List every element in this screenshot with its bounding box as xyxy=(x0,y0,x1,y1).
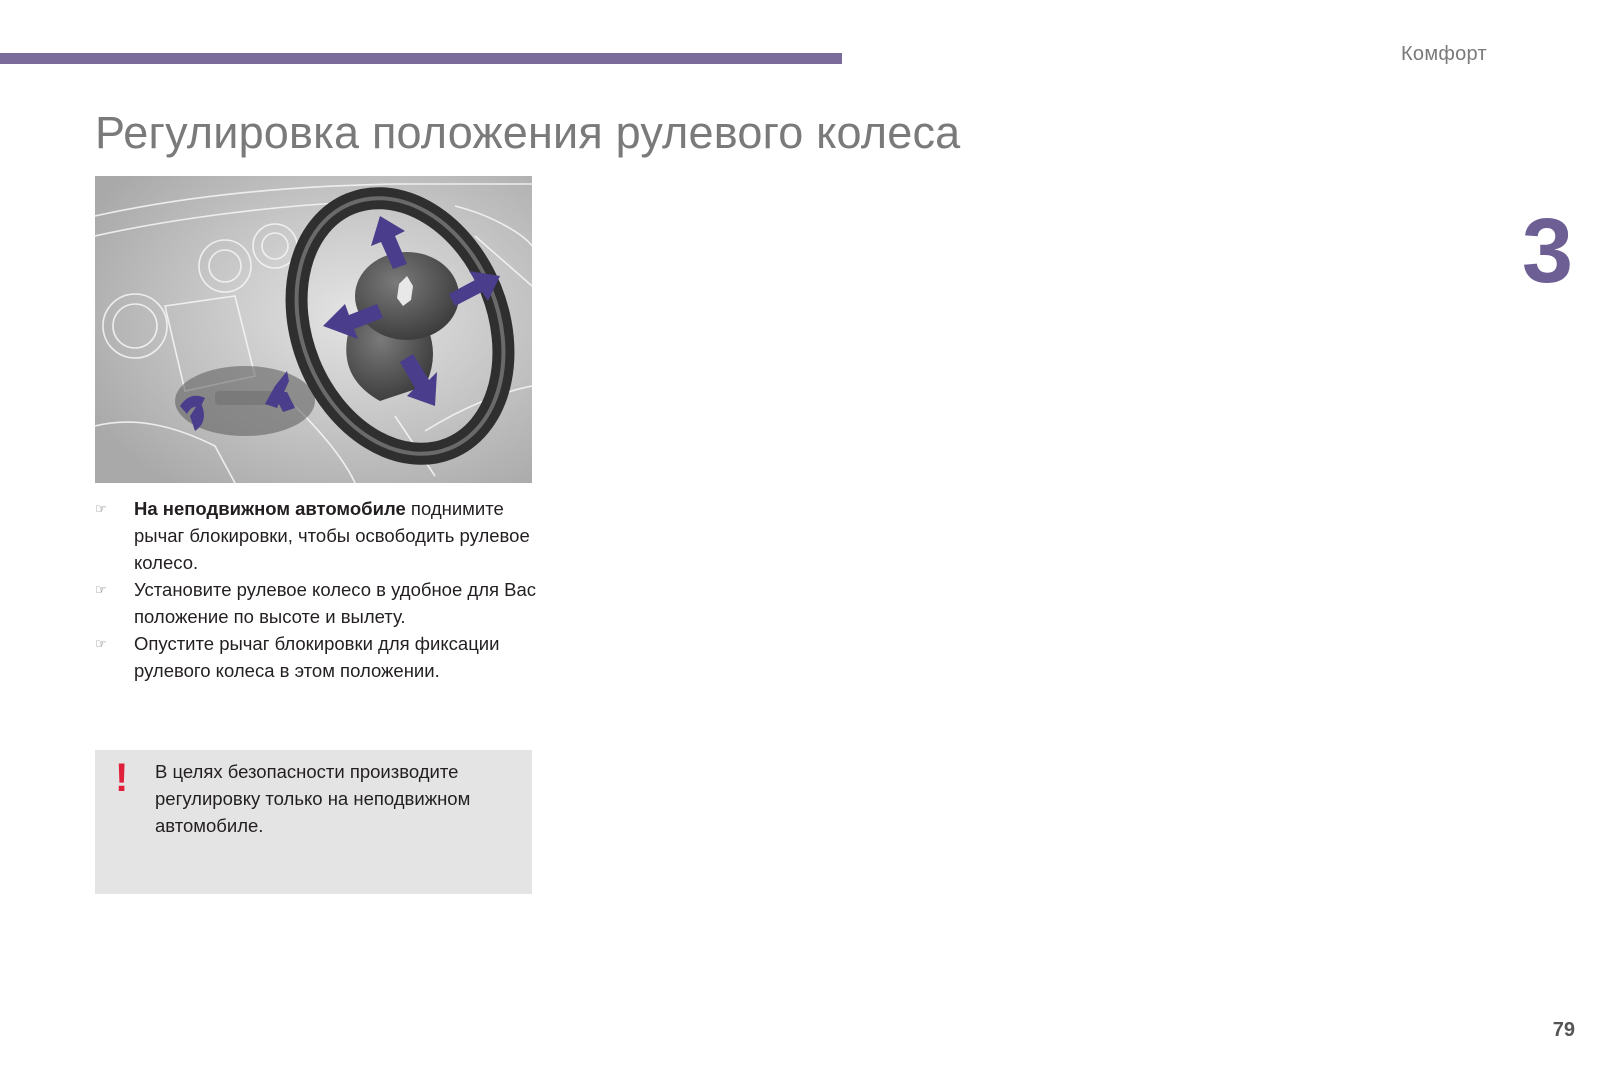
instruction-emphasis: На неподвижном автомобиле xyxy=(134,498,406,519)
section-label: Комфорт xyxy=(1400,43,1487,65)
page-number: 79 xyxy=(1552,1019,1575,1041)
header-accent-bar xyxy=(0,53,842,64)
page-title: Регулировка положения рулевого колеса xyxy=(95,107,961,158)
instruction-list xyxy=(95,495,540,684)
instruction-text: Опустите рычаг блокировки для фиксации рулевого колеса в этом положении. xyxy=(134,633,500,681)
instruction-text: Установите рулевое колесо в удобное для Вас положение по высоте и вылету. xyxy=(134,579,537,627)
pointing-hand-icon: ☞ xyxy=(95,582,107,597)
instruction-step xyxy=(95,495,540,576)
pointing-hand-icon: ☞ xyxy=(95,501,107,516)
steering-wheel-illustration xyxy=(95,176,532,483)
chapter-number: 3 xyxy=(1521,200,1573,302)
pointing-hand-icon: ☞ xyxy=(95,636,107,651)
instruction-step xyxy=(95,630,540,684)
instruction-step xyxy=(95,576,540,630)
safety-warning-box xyxy=(95,750,532,894)
warning-text: В целях безопасности производите регулировку только на неподвижном автомобиле. xyxy=(155,761,471,836)
instruction-text: поднимите рычаг блокировки, чтобы освободить рулевое колесо. xyxy=(134,498,530,573)
exclamation-icon: ! xyxy=(115,756,129,800)
